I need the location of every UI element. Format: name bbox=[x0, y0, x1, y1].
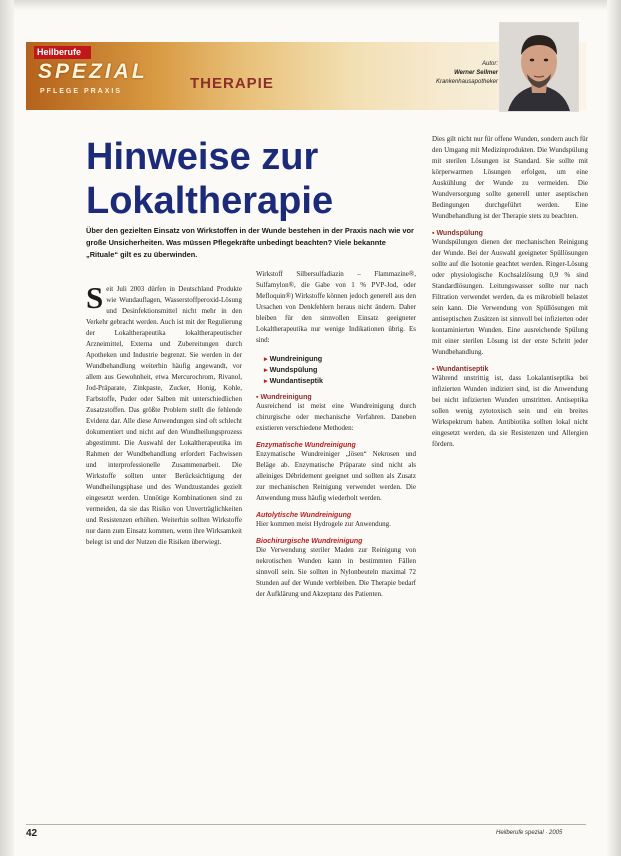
wundspuelung-text: Wundspülungen dienen der mechanischen Reinigung der Wunde. Bei der Auswahl geeigneter Spüllösungen sollte auf die Isotonie geachtet werden. Ringer-Lösung oder physiologische Kochsalzlösung 0,9 % sind Standardlösungen. Leitungswasser sollte nur nach Filtration verwendet werden, da es mikrobiell belastet sein kann. Die Verwendung von Spüllösungen mit antiseptischen Zusätzen ist sinnvoll bei infizierten oder kontaminierten Wunden. Eine ausreichende Spülung mit einer sterilen Lösung ist der erste Schritt jeder Wundbehandlung. bbox=[432, 238, 588, 356]
article-lead: Über den gezielten Einsatz von Wirkstoffen in der Wunde bestehen in der Praxis nach wie vor große Unsicherheiten. Was müssen Pflegekräfte unbedingt beachten? Viele bekannte „Rituale“ gilt es zu überwinden. bbox=[86, 226, 414, 259]
page-number: 42 bbox=[26, 828, 38, 839]
subheading-biochirurgisch: Biochirurgische Wundreinigung bbox=[256, 538, 363, 545]
wundantiseptik-text: Während unstrittig ist, dass Lokalantiseptika bei infizierten Wunden indiziert sind, ist die Anwendung bei nicht infizierten Wunden umstritten. Antiseptika sollen wenig zytotoxisch sein und ein breites Wirkspektrum haben. Antibiotika sollten lokal nicht eingesetzt werden, da sie Resistenzen und Allergien fördern. bbox=[432, 374, 588, 448]
subheading-wundspuelung: ▪ Wundspülung bbox=[432, 230, 588, 237]
brand-top: Heilberufe bbox=[34, 46, 91, 59]
indication-list bbox=[264, 353, 416, 386]
footer-rule bbox=[26, 824, 586, 825]
column-2 bbox=[256, 269, 416, 600]
brand-main: SPEZIAL bbox=[38, 60, 148, 83]
article-title bbox=[86, 135, 334, 223]
list-item: ▸ Wundspülung bbox=[264, 364, 416, 375]
biochirurgisch-text: Die Verwendung steriler Maden zur Reinigung von nekrotischen Wunden kann in bestimmten Fällen sinnvoll sein. Sie sollten in Nylonbeuteln maximal 72 Stunden auf der Wunde verbleiben. Die Therapie bedarf der Aufklärung und Akzeptanz des Patienten. bbox=[256, 546, 416, 598]
author-photo bbox=[499, 22, 579, 112]
title-line-1: Hinweise zur bbox=[86, 136, 319, 178]
scan-shadow-top bbox=[0, 0, 621, 10]
column-3 bbox=[432, 134, 588, 450]
author-role: Krankenhausapotheker bbox=[435, 79, 498, 85]
section-title: THERAPIE bbox=[190, 75, 274, 92]
brand-logo bbox=[34, 46, 158, 104]
title-line-2: Lokaltherapie bbox=[86, 180, 334, 222]
list-item: ▸ Wundantiseptik bbox=[264, 375, 416, 386]
list-item: ▸ Wundreinigung bbox=[264, 353, 416, 364]
author-label: Autor: bbox=[481, 61, 498, 67]
author-credit bbox=[420, 60, 498, 87]
scan-shadow-right bbox=[607, 0, 621, 856]
brand-sub: PFLEGE PRAXIS bbox=[40, 88, 123, 95]
column-2-intro: Wirkstoff Silbersulfadiazin – Flammazine®, Sulfamylon®, die Gabe von 1 % PVP-Jod, oder Mefloquin®) Wirkstoffe können jedoch generell aus den Ursachen von Denkfehlern heraus nicht ändern. Daher bleiben für den sinnvollen Einsatz geeigneter Lokaltherapeutika nur wenige Indikationen übrig. Es sind: bbox=[256, 270, 416, 344]
enzymatisch-text: Enzymatische Wundreiniger „lösen“ Nekrosen und Beläge ab. Enzymatische Präparate sind nicht als alleiniges Débridement geeignet und sollten als Zusatz zur mechanischen Reinigung verwendet werden. Die Anwendung muss häufig wiederholt werden. bbox=[256, 450, 416, 502]
subheading-enzymatisch: Enzymatische Wundreinigung bbox=[256, 442, 356, 449]
drop-cap: S bbox=[86, 280, 104, 315]
column-1-text: eit Juli 2003 dürfen in Deutschland Produkte wie Wundauflagen, Wasserstoffperoxid-Lösung und Desinfektionsmittel nicht mehr in den Verkehr gebracht werden. Auch ist mit der Regulierung der Lokaltherapeutika lokaltherapeutischer Arzneimittel, Externa und Zubereitungen durch Apotheken und Industrie begrenzt. Sie werden in der Wundbehandlung weiterhin häufig angewandt, vor allem aus Gewohnheit, etwa Mercurochrom, Rivanol, Jod-Präparate, Zinkpaste, Zucker, Honig, Kohle, Farbstoffe, Puder oder Salben mit unterschiedlichen Zusatzstoffen. Das größte Problem stellt die fehlende Evidenz dar. Alle diese Anwendungen sind oft schlecht dokumentiert und nicht auf den Wundheilungsprozess abgestimmt. Die Auswahl der Lokaltherapeutika im Rahmen der Wundbehandlung erfordert Fachwissen und interprofessionelle Zusammenarbeit. Die Wirkstoffe sollten unter Berücksichtigung der Wundheilungsphase und des Wundzustandes gezielt eingesetzt werden. Unnötige Kombinationen sind zu vermeiden, da sie das Risiko von Unverträglichkeiten und Resistenzen erhöhen. Weiterhin sollten Wirkstoffe nur dann zum Einsatz kommen, wenn ihre Wirksamkeit belegt ist und der Nutzen die Risiken überwiegt. bbox=[86, 285, 242, 546]
wundreinigung-text: Ausreichend ist meist eine Wundreinigung durch chirurgische oder mechanische Verfahren. Daneben existieren verschiedene Methoden: bbox=[256, 402, 416, 432]
publication-footer: Heilberufe spezial · 2005 bbox=[496, 830, 563, 836]
author-name: Werner Sellmer bbox=[454, 70, 498, 76]
autolytisch-text: Hier kommen meist Hydrogele zur Anwendung. bbox=[256, 520, 391, 528]
column-1 bbox=[86, 280, 242, 548]
subheading-wundreinigung: ▪ Wundreinigung bbox=[256, 394, 416, 401]
subheading-wundantiseptik: ▪ Wundantiseptik bbox=[432, 366, 588, 373]
column-3-intro: Dies gilt nicht nur für offene Wunden, sondern auch für den Umgang mit Medizinprodukten. Die Wundspülung mit sterilen Lösungen ist Standard. Sie sollte mit körperwarmen Lösungen erfolgen, um eine Auskühlung der Wunde zu vermeiden. Die Wundversorgung sollte generell unter aseptischen Bedingungen durchgeführt werden. Eine Wundbehandlung ist der Therapie stets zu beachten. bbox=[432, 135, 588, 220]
subheading-autolytisch: Autolytische Wundreinigung bbox=[256, 512, 352, 519]
scan-shadow-left bbox=[0, 0, 14, 856]
